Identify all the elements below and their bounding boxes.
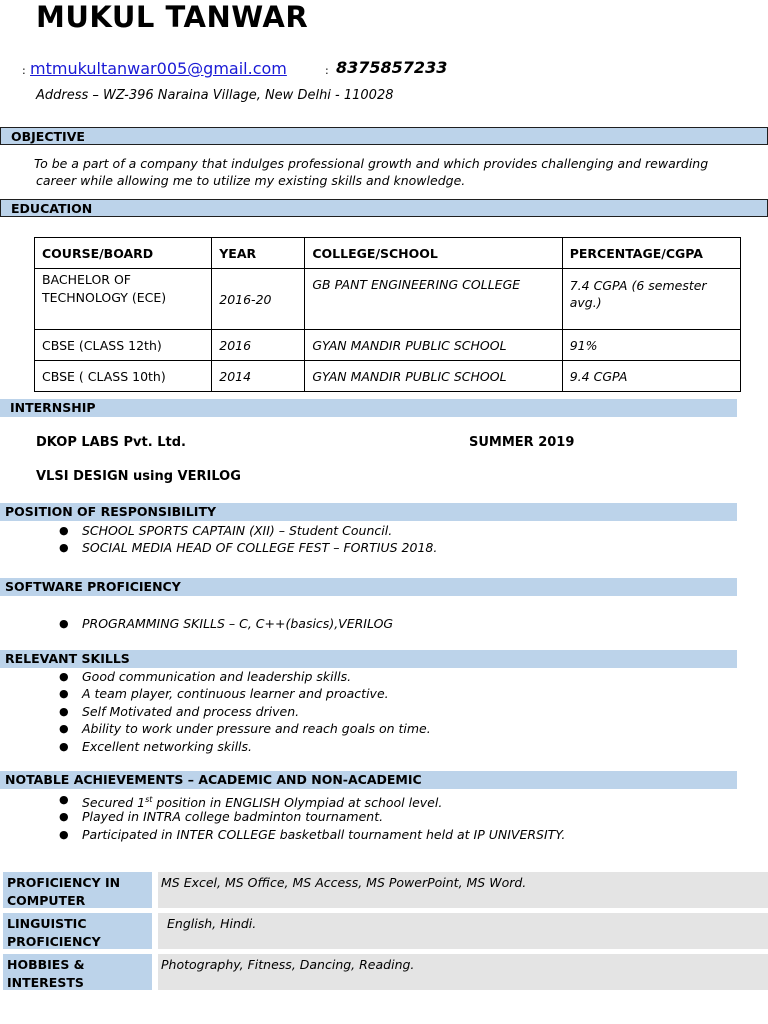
list-item [0,539,437,556]
table-cell: 2014 [212,361,305,392]
skills-heading: RELEVANT SKILLS [0,650,737,668]
list-item [0,522,437,539]
list-item [0,791,565,811]
table-cell: GYAN MANDIR PUBLIC SCHOOL [305,361,562,392]
table-row [35,361,741,392]
bullet-icon: ● [59,739,69,753]
list-item [0,808,565,825]
bullet-icon: ● [59,687,69,701]
list-item-text: Ability to work under pressure and reach goals on time. [82,721,431,737]
objective-line-2: career while allowing me to utilize my existing skills and knowledge. [36,173,466,188]
table-row [35,269,741,330]
hobbies-label: HOBBIES & INTERESTS [3,954,152,990]
internship-period: SUMMER 2019 [469,435,575,450]
list-item [0,720,431,737]
address: Address – WZ-396 Naraina Village, New Delhi - 110028 [36,88,394,103]
list-item [0,703,431,720]
list-item [0,738,431,755]
email-colon: : [22,64,26,77]
education-table [34,237,741,392]
objective-heading: OBJECTIVE [0,127,768,145]
bullet-icon: ● [59,704,69,718]
email-link[interactable]: mtmukultanwar005@gmail.com [30,59,287,78]
list-item-text: SCHOOL SPORTS CAPTAIN (XII) – Student Council. [82,523,393,538]
bullet-icon: ● [59,670,69,683]
list-item-text: Played in INTRA college badminton tournament. [82,809,384,825]
list-item-text: Self Motivated and process driven. [82,703,300,719]
list-item-text: Secured 1 [82,795,146,811]
column-header: PERCENTAGE/CGPA [562,238,740,269]
phone-number: 8375857233 [336,58,448,77]
column-header: YEAR [212,238,305,269]
skills-list [0,668,431,755]
list-item [0,615,393,632]
bullet-icon: ● [59,722,69,736]
linguistic-proficiency-value: English, Hindi. [158,913,768,949]
table-cell: BACHELOR OF TECHNOLOGY (ECE) [35,269,212,330]
list-item-text: position in ENGLISH Olympiad at school level. [152,795,443,811]
list-item [0,826,565,843]
ordinal-suffix: st [145,795,153,804]
bullet-icon: ● [59,524,69,537]
internship-heading: INTERNSHIP [0,399,737,417]
candidate-name: MUKUL TANWAR [36,0,309,34]
table-cell: GYAN MANDIR PUBLIC SCHOOL [305,330,562,361]
table-cell: 2016 [212,330,305,361]
software-heading: SOFTWARE PROFICIENCY [0,578,737,596]
bullet-icon: ● [59,617,69,630]
table-cell: 7.4 CGPA (6 semester avg.) [562,269,740,330]
education-heading: EDUCATION [0,199,768,217]
column-header: COLLEGE/SCHOOL [305,238,562,269]
list-item-text: Excellent networking skills. [82,738,253,754]
bullet-icon: ● [59,793,69,806]
bullet-icon: ● [59,827,69,841]
bullet-icon: ● [59,810,69,824]
table-cell: 91% [562,330,740,361]
list-item [0,668,431,685]
list-item [0,685,431,702]
objective-line-1: To be a part of a company that indulges professional growth and which provides challenging and rewarding [34,156,709,171]
linguistic-proficiency-label: LINGUISTIC PROFICIENCY [3,913,152,949]
table-cell: 9.4 CGPA [562,361,740,392]
list-item-text: SOCIAL MEDIA HEAD OF COLLEGE FEST – FORTIUS 2018. [82,540,438,556]
table-cell: GB PANT ENGINEERING COLLEGE [305,269,562,330]
list-item-text: PROGRAMMING SKILLS – C, C++(basics),VERILOG [82,616,394,631]
responsibility-heading: POSITION OF RESPONSIBILITY [0,503,737,521]
computer-proficiency-label: PROFICIENCY IN COMPUTER [3,872,152,908]
table-cell: CBSE (CLASS 12th) [35,330,212,361]
table-cell: 2016-20 [212,269,305,330]
responsibility-list [0,522,437,557]
objective-text [34,155,724,189]
internship-project: VLSI DESIGN using VERILOG [36,469,241,484]
table-cell: CBSE ( CLASS 10th) [35,361,212,392]
table-row [35,330,741,361]
software-list [0,615,393,632]
list-item-text: A team player, continuous learner and proactive. [82,686,389,702]
list-item-text: Good communication and leadership skills. [82,669,352,684]
bullet-icon: ● [59,541,69,555]
achievements-list [0,791,565,843]
hobbies-value: Photography, Fitness, Dancing, Reading. [158,954,768,990]
list-item-text: Participated in INTER COLLEGE basketball tournament held at IP UNIVERSITY. [82,826,566,842]
column-header: COURSE/BOARD [35,238,212,269]
computer-proficiency-value: MS Excel, MS Office, MS Access, MS PowerPoint, MS Word. [158,872,768,908]
table-header-row [35,238,741,269]
achievements-heading: NOTABLE ACHIEVEMENTS – ACADEMIC AND NON-ACADEMIC [0,771,737,789]
phone-colon: : [325,64,329,77]
internship-company: DKOP LABS Pvt. Ltd. [36,435,186,450]
